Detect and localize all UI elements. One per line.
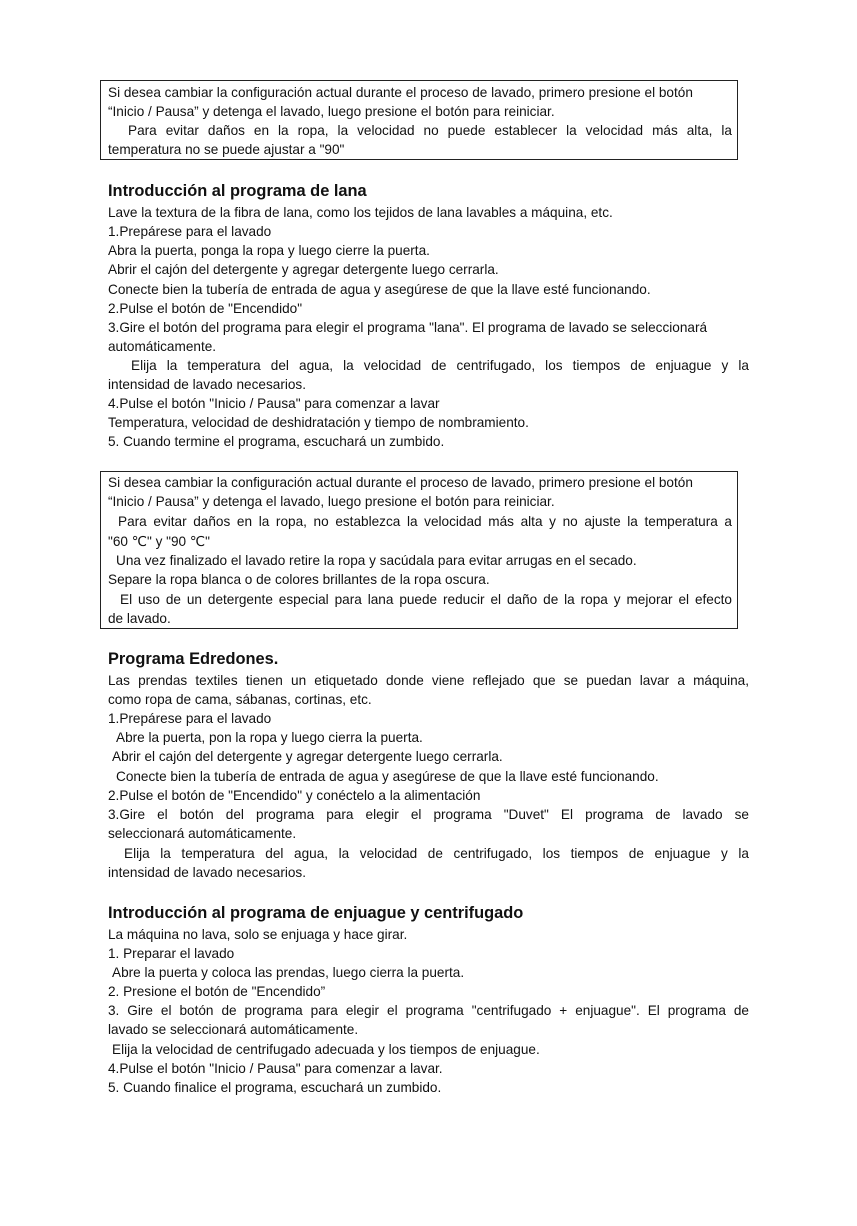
note2-line-3: Para evitar daños en la ropa, no establezca la velocidad más alta y no ajuste la temperatura a — [118, 514, 732, 529]
duvet-line-2: como ropa de cama, sábanas, cortinas, etc. — [108, 692, 372, 707]
wool-line-5: Conecte bien la tubería de entrada de agua y asegúrese de que la llave esté funcionando. — [108, 282, 651, 297]
note2-line-8: de lavado. — [108, 611, 171, 626]
duvet-line-4: Abre la puerta, pon la ropa y luego cierra la puerta. — [116, 730, 423, 745]
wool-line-6: 2.Pulse el botón de "Encendido" — [108, 301, 303, 316]
duvet-line-5: Abrir el cajón del detergente y agregar detergente luego cerrarla. — [112, 749, 503, 764]
wool-line-1: Lave la textura de la fibra de lana, como los tejidos de lana lavables a máquina, etc. — [108, 205, 613, 220]
wool-line-4: Abrir el cajón del detergente y agregar detergente luego cerrarla. — [108, 262, 499, 277]
note2-line-2: “Inicio / Pausa” y detenga el lavado, luego presione el botón para reiniciar. — [108, 494, 555, 509]
duvet-line-8: 3.Gire el botón del programa para elegir el programa "Duvet" El programa de lavado se — [108, 807, 749, 822]
rinse-line-1: La máquina no lava, solo se enjuaga y hace girar. — [108, 927, 408, 942]
rinse-line-3: Abre la puerta y coloca las prendas, luego cierra la puerta. — [112, 965, 465, 980]
duvet-line-11: intensidad de lavado necesarios. — [108, 865, 306, 880]
wool-line-2: 1.Prepárese para el lavado — [108, 224, 272, 239]
note1-line-1: Si desea cambiar la configuración actual durante el proceso de lavado, primero presione el botón — [108, 85, 693, 100]
wool-line-3: Abra la puerta, ponga la ropa y luego cierre la puerta. — [108, 243, 430, 258]
rinse-line-4: 2. Presione el botón de "Encendido” — [108, 984, 326, 999]
note1-line-4: temperatura no se puede ajustar a "90" — [108, 142, 345, 157]
duvet-line-3: 1.Prepárese para el lavado — [108, 711, 272, 726]
rinse-line-8: 4.Pulse el botón "Inicio / Pausa" para comenzar a lavar. — [108, 1061, 443, 1076]
duvet-section-title: Programa Edredones. — [108, 650, 279, 668]
wool-line-11: 4.Pulse el botón "Inicio / Pausa" para comenzar a lavar — [108, 396, 440, 411]
rinse-line-2: 1. Preparar el lavado — [108, 946, 235, 961]
note2-line-5: Una vez finalizado el lavado retire la ropa y sacúdala para evitar arrugas en el secado. — [116, 553, 637, 568]
note1-line-2: “Inicio / Pausa” y detenga el lavado, luego presione el botón para reiniciar. — [108, 104, 555, 119]
wool-line-9: Elija la temperatura del agua, la velocidad de centrifugado, los tiempos de enjuague y la — [131, 358, 749, 373]
duvet-line-9: seleccionará automáticamente. — [108, 826, 297, 841]
rinse-line-7: Elija la velocidad de centrifugado adecuada y los tiempos de enjuague. — [112, 1042, 540, 1057]
duvet-line-10: Elija la temperatura del agua, la velocidad de centrifugado, los tiempos de enjuague y la — [124, 846, 749, 861]
wool-line-7: 3.Gire el botón del programa para elegir el programa "lana". El programa de lavado se seleccionará — [108, 320, 708, 335]
note2-line-1: Si desea cambiar la configuración actual durante el proceso de lavado, primero presione el botón — [108, 475, 693, 490]
duvet-line-6: Conecte bien la tubería de entrada de agua y asegúrese de que la llave esté funcionando. — [116, 769, 659, 784]
rinse-line-6: lavado se seleccionará automáticamente. — [108, 1022, 359, 1037]
wool-line-8: automáticamente. — [108, 339, 217, 354]
rinse-section-title: Introducción al programa de enjuague y centrifugado — [108, 904, 524, 922]
wool-line-12: Temperatura, velocidad de deshidratación y tiempo de nombramiento. — [108, 415, 529, 430]
note1-line-3: Para evitar daños en la ropa, la velocidad no puede establecer la velocidad más alta, la — [128, 123, 732, 138]
note2-line-6: Separe la ropa blanca o de colores brillantes de la ropa oscura. — [108, 572, 490, 587]
note2-line-7: El uso de un detergente especial para lana puede reducir el daño de la ropa y mejorar el efecto — [120, 592, 732, 607]
duvet-line-7: 2.Pulse el botón de "Encendido" y conéctelo a la alimentación — [108, 788, 481, 803]
note2-line-4: "60 ℃" y "90 ℃" — [108, 534, 210, 549]
rinse-line-5: 3. Gire el botón de programa para elegir el programa "centrifugado + enjuague". El programa de — [108, 1003, 749, 1018]
wool-line-10: intensidad de lavado necesarios. — [108, 377, 306, 392]
wool-line-13: 5. Cuando termine el programa, escuchará un zumbido. — [108, 434, 445, 449]
duvet-line-1: Las prendas textiles tienen un etiquetado donde viene reflejado que se puedan lavar a máquina, — [108, 673, 749, 688]
wool-section-title: Introducción al programa de lana — [108, 182, 367, 200]
rinse-line-9: 5. Cuando finalice el programa, escuchará un zumbido. — [108, 1080, 442, 1095]
